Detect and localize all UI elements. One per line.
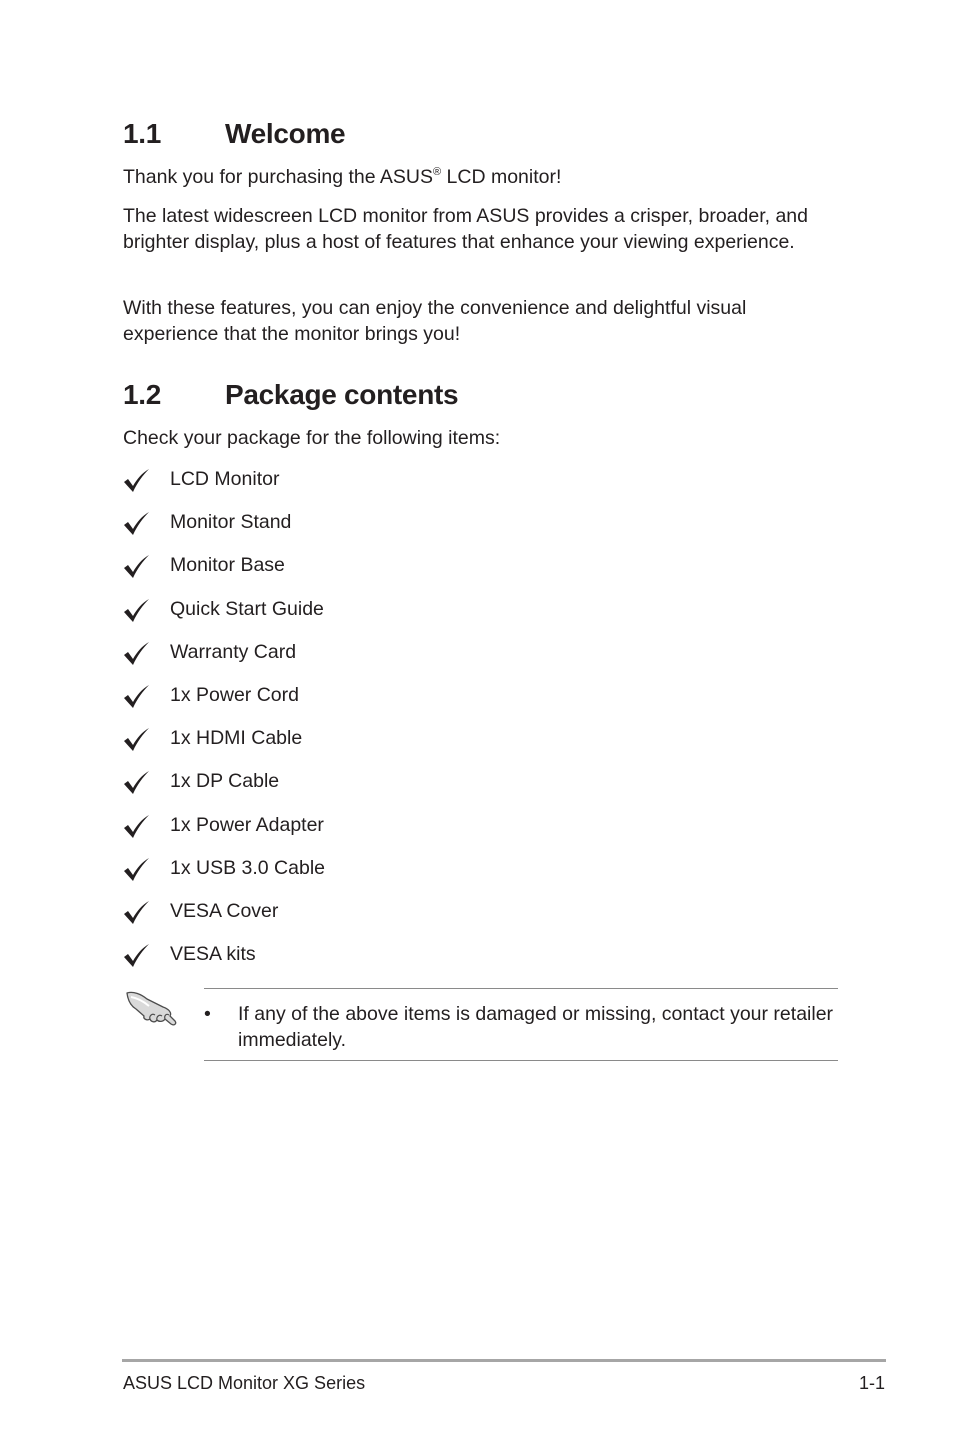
features-paragraph: With these features, you can enjoy the convenience and delightful visual experience that the monitor brings you! xyxy=(123,297,747,345)
section-title: Welcome xyxy=(225,118,346,149)
note-box xyxy=(204,988,838,1061)
checkmark-icon xyxy=(122,943,150,969)
package-intro: Check your package for the following items: xyxy=(123,427,501,449)
list-item-label: VESA Cover xyxy=(170,899,279,922)
list-item-label: 1x Power Cord xyxy=(170,683,299,706)
checkmark-icon xyxy=(122,598,150,624)
checkmark-icon xyxy=(122,814,150,840)
note-text: If any of the above items is damaged or missing, contact your retailer immediately. xyxy=(238,1003,834,1051)
registered-mark: ® xyxy=(433,166,442,178)
checkmark-icon xyxy=(122,468,150,494)
section-number: 1.1 xyxy=(123,118,162,149)
footer-page-number: 1-1 xyxy=(858,1373,885,1393)
thank-you-paragraph xyxy=(123,164,833,190)
list-item-label: 1x Power Adapter xyxy=(170,813,324,836)
checkmark-icon xyxy=(122,857,150,883)
list-item-label: Monitor Base xyxy=(170,554,285,577)
thanks-text: Thank you for purchasing the ASUS xyxy=(123,166,434,188)
note-bullet: • xyxy=(204,1003,211,1025)
list-item-label: 1x USB 3.0 Cable xyxy=(170,856,326,879)
section-title: Package contents xyxy=(225,379,459,410)
list-item-label: VESA kits xyxy=(170,943,256,966)
list-item-label: 1x HDMI Cable xyxy=(170,727,303,750)
pointing-hand-note-icon xyxy=(125,985,179,1029)
list-item-label: LCD Monitor xyxy=(170,468,280,490)
checkmark-icon xyxy=(122,511,150,537)
list-item-label: Warranty Card xyxy=(170,640,297,663)
checkmark-icon xyxy=(122,770,150,796)
list-item-label: Monitor Stand xyxy=(170,511,292,534)
checkmark-icon xyxy=(122,684,150,710)
checkmark-icon xyxy=(122,727,150,753)
checkmark-icon xyxy=(122,900,150,926)
footer-product-name: ASUS LCD Monitor XG Series xyxy=(123,1373,366,1393)
section-heading-package-contents xyxy=(123,378,458,412)
section-heading-welcome xyxy=(123,117,345,151)
list-item-label: 1x DP Cable xyxy=(170,770,280,793)
footer-divider xyxy=(122,1359,886,1362)
intro-paragraph: The latest widescreen LCD monitor from ASUS provides a crisper, broader, and brighter display, plus a host of features that enhance your viewing experience. xyxy=(123,205,808,253)
checkmark-icon xyxy=(122,641,150,667)
list-item-label: Quick Start Guide xyxy=(170,597,324,620)
thanks-text-end: LCD monitor! xyxy=(441,166,562,188)
section-number: 1.2 xyxy=(123,379,162,410)
checkmark-icon xyxy=(122,554,150,580)
